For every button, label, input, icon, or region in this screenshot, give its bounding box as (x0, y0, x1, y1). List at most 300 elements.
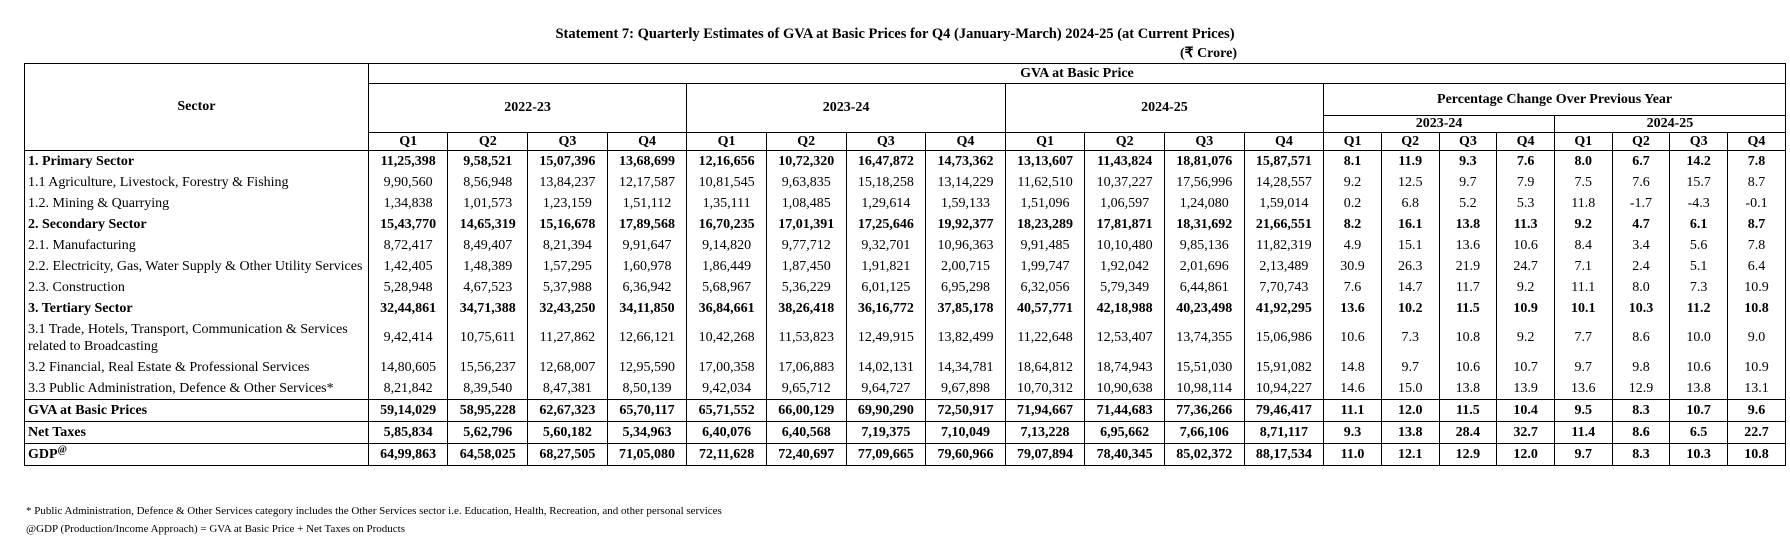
value-cell: 9,64,727 (846, 378, 926, 400)
value-cell: 65,71,552 (687, 400, 767, 422)
pct-group-header: Percentage Change Over Previous Year (1324, 84, 1786, 116)
year-header: 2023-24 (687, 84, 1005, 133)
pct-cell: 11.2 (1670, 298, 1728, 319)
value-cell: 14,34,781 (926, 357, 1006, 378)
sector-cell (25, 214, 369, 235)
value-cell: 9,63,835 (766, 172, 846, 193)
pct-cell: 9.3 (1439, 151, 1497, 173)
value-cell: 13,74,355 (1164, 319, 1244, 357)
quarter-header: Q4 (926, 133, 1006, 151)
sector-cell (25, 319, 369, 357)
value-cell: 66,00,129 (766, 400, 846, 422)
value-cell: 36,84,661 (687, 298, 767, 319)
value-cell: 9,42,034 (687, 378, 767, 400)
pct-cell: 15.1 (1381, 235, 1439, 256)
sector-cell (25, 378, 369, 400)
value-cell: 7,70,743 (1244, 277, 1324, 298)
value-cell: 12,16,656 (687, 151, 767, 173)
pct-cell: 9.7 (1554, 357, 1612, 378)
pct-cell: 9.5 (1554, 400, 1612, 422)
pct-cell: 12.9 (1439, 444, 1497, 466)
value-cell: 4,67,523 (448, 277, 528, 298)
value-cell: 17,25,646 (846, 214, 926, 235)
total-row (25, 444, 1786, 466)
pct-cell: 6.8 (1381, 193, 1439, 214)
value-cell: 6,95,298 (926, 277, 1006, 298)
pct-cell: 10.1 (1554, 298, 1612, 319)
value-cell: 42,18,988 (1085, 298, 1165, 319)
pct-cell: 9.2 (1324, 172, 1382, 193)
value-cell: 7,10,049 (926, 422, 1006, 444)
value-cell: 6,44,861 (1164, 277, 1244, 298)
value-cell: 14,80,605 (368, 357, 448, 378)
value-cell: 14,65,319 (448, 214, 528, 235)
pct-cell: 9.2 (1497, 319, 1555, 357)
value-cell: 15,56,237 (448, 357, 528, 378)
value-cell: 7,13,228 (1005, 422, 1085, 444)
sector-label: 1.2. Mining & Quarrying (28, 196, 170, 211)
value-cell: 9,58,521 (448, 151, 528, 173)
pct-cell: 14.6 (1324, 378, 1382, 400)
value-cell: 8,21,394 (528, 235, 608, 256)
value-cell: 9,77,712 (766, 235, 846, 256)
sector-cell (25, 357, 369, 378)
pct-cell: 21.9 (1439, 256, 1497, 277)
value-cell: 6,95,662 (1085, 422, 1165, 444)
pct-cell: 13.6 (1439, 235, 1497, 256)
pct-cell: 6.4 (1728, 256, 1786, 277)
pct-cell: 11.9 (1381, 151, 1439, 173)
sector-cell (25, 172, 369, 193)
value-cell: 72,11,628 (687, 444, 767, 466)
value-cell: 36,16,772 (846, 298, 926, 319)
pct-cell: 13.6 (1324, 298, 1382, 319)
pct-cell: 13.8 (1439, 378, 1497, 400)
value-cell: 9,90,560 (368, 172, 448, 193)
total-row (25, 422, 1786, 444)
value-cell: 65,70,117 (607, 400, 687, 422)
pct-cell: 7.8 (1728, 235, 1786, 256)
pct-cell: 10.6 (1497, 235, 1555, 256)
quarter-header: Q1 (1005, 133, 1085, 151)
value-cell: 12,66,121 (607, 319, 687, 357)
value-cell: 18,74,943 (1085, 357, 1165, 378)
value-cell: 32,44,861 (368, 298, 448, 319)
pct-cell: 10.3 (1612, 298, 1670, 319)
value-cell: 10,42,268 (687, 319, 767, 357)
value-cell: 12,68,007 (528, 357, 608, 378)
pct-cell: 10.7 (1670, 400, 1728, 422)
value-cell: 1,29,614 (846, 193, 926, 214)
value-cell: 17,89,568 (607, 214, 687, 235)
pct-cell: 7.6 (1497, 151, 1555, 173)
sector-label: 2.3. Construction (28, 280, 125, 295)
pct-cell: 9.0 (1728, 319, 1786, 357)
value-cell: 71,94,667 (1005, 400, 1085, 422)
value-cell: 1,35,111 (687, 193, 767, 214)
value-cell: 41,92,295 (1244, 298, 1324, 319)
pct-cell: 13.8 (1439, 214, 1497, 235)
pct-cell: 14.7 (1381, 277, 1439, 298)
value-cell: 1,51,112 (607, 193, 687, 214)
pct-cell: 8.7 (1728, 214, 1786, 235)
sector-label: 3.2 Financial, Real Estate & Professional Services (28, 360, 310, 375)
pct-cell: 8.0 (1554, 151, 1612, 173)
value-cell: 1,99,747 (1005, 256, 1085, 277)
value-cell: 10,96,363 (926, 235, 1006, 256)
sector-cell (25, 256, 369, 277)
pct-cell: 7.6 (1612, 172, 1670, 193)
sector-cell (25, 277, 369, 298)
value-cell: 37,85,178 (926, 298, 1006, 319)
value-cell: 21,66,551 (1244, 214, 1324, 235)
table-row (25, 256, 1786, 277)
value-cell: 12,49,915 (846, 319, 926, 357)
value-cell: 1,42,405 (368, 256, 448, 277)
value-cell: 2,01,696 (1164, 256, 1244, 277)
value-cell: 5,68,967 (687, 277, 767, 298)
value-cell: 8,49,407 (448, 235, 528, 256)
value-cell: 14,02,131 (846, 357, 926, 378)
quarter-header: Q2 (448, 133, 528, 151)
pct-cell: 9.7 (1381, 357, 1439, 378)
pct-cell: 16.1 (1381, 214, 1439, 235)
pct-cell: 6.7 (1612, 151, 1670, 173)
pct-cell: 8.6 (1612, 422, 1670, 444)
value-cell: 6,40,076 (687, 422, 767, 444)
value-cell: 68,27,505 (528, 444, 608, 466)
value-cell: 58,95,228 (448, 400, 528, 422)
pct-cell: 9.2 (1554, 214, 1612, 235)
sector-label: 2. Secondary Sector (28, 217, 147, 232)
value-cell: 8,56,948 (448, 172, 528, 193)
pct-cell: 9.8 (1612, 357, 1670, 378)
pct-cell: 14.2 (1670, 151, 1728, 173)
pct-cell: 12.9 (1612, 378, 1670, 400)
pct-cell: 12.5 (1381, 172, 1439, 193)
value-cell: 1,23,159 (528, 193, 608, 214)
value-cell: 71,05,080 (607, 444, 687, 466)
pct-cell: 6.1 (1670, 214, 1728, 235)
value-cell: 14,28,557 (1244, 172, 1324, 193)
quarter-header: Q4 (1244, 133, 1324, 151)
quarter-header: Q2 (1381, 133, 1439, 151)
pct-cell: 8.4 (1554, 235, 1612, 256)
year-header: 2022-23 (368, 84, 686, 133)
pct-cell: 15.7 (1670, 172, 1728, 193)
pct-cell: 11.5 (1439, 298, 1497, 319)
value-cell: 12,53,407 (1085, 319, 1165, 357)
value-cell: 71,44,683 (1085, 400, 1165, 422)
pct-cell: 5.6 (1670, 235, 1728, 256)
quarter-header: Q2 (1612, 133, 1670, 151)
value-cell: 79,60,966 (926, 444, 1006, 466)
value-cell: 1,08,485 (766, 193, 846, 214)
sector-label: 1. Primary Sector (28, 154, 135, 169)
table-row (25, 378, 1786, 400)
value-cell: 15,06,986 (1244, 319, 1324, 357)
value-cell: 15,18,258 (846, 172, 926, 193)
year-header: 2024-25 (1005, 84, 1323, 133)
value-cell: 72,40,697 (766, 444, 846, 466)
pct-cell: 10.9 (1728, 357, 1786, 378)
value-cell: 16,47,872 (846, 151, 926, 173)
table-row (25, 172, 1786, 193)
pct-cell: 0.2 (1324, 193, 1382, 214)
value-cell: 15,16,678 (528, 214, 608, 235)
value-cell: 10,75,611 (448, 319, 528, 357)
value-cell: 6,36,942 (607, 277, 687, 298)
value-cell: 59,14,029 (368, 400, 448, 422)
value-cell: 2,00,715 (926, 256, 1006, 277)
value-cell: 9,14,820 (687, 235, 767, 256)
table-row (25, 193, 1786, 214)
sector-label: 2.2. Electricity, Gas, Water Supply & Other Utility Services (28, 259, 363, 274)
pct-cell: 10.9 (1497, 298, 1555, 319)
quarter-header: Q3 (528, 133, 608, 151)
quarter-header: Q1 (368, 133, 448, 151)
sector-cell (25, 400, 369, 422)
pct-cell: 10.8 (1728, 444, 1786, 466)
table-row (25, 277, 1786, 298)
value-cell: 5,60,182 (528, 422, 608, 444)
value-cell: 1,34,838 (368, 193, 448, 214)
value-cell: 40,23,498 (1164, 298, 1244, 319)
value-cell: 17,01,391 (766, 214, 846, 235)
value-cell: 10,37,227 (1085, 172, 1165, 193)
total-row (25, 400, 1786, 422)
pct-cell: 12.0 (1381, 400, 1439, 422)
value-cell: 1,48,389 (448, 256, 528, 277)
quarter-header: Q4 (1728, 133, 1786, 151)
value-cell: 34,11,850 (607, 298, 687, 319)
value-cell: 10,72,320 (766, 151, 846, 173)
value-cell: 13,13,607 (1005, 151, 1085, 173)
pct-cell: -1.7 (1612, 193, 1670, 214)
value-cell: 19,92,377 (926, 214, 1006, 235)
pct-cell: 11.4 (1554, 422, 1612, 444)
value-cell: 2,13,489 (1244, 256, 1324, 277)
footnote-gdp: @GDP (Production/Income Approach) = GVA at Basic Price + Net Taxes on Products (26, 523, 406, 535)
pct-cell: 11.3 (1497, 214, 1555, 235)
pct-cell: 8.1 (1324, 151, 1382, 173)
value-cell: 72,50,917 (926, 400, 1006, 422)
pct-cell: 11.1 (1554, 277, 1612, 298)
value-cell: 8,71,117 (1244, 422, 1324, 444)
pct-cell: 13.6 (1554, 378, 1612, 400)
sector-cell (25, 444, 369, 466)
value-cell: 8,39,540 (448, 378, 528, 400)
sector-label: Net Taxes (28, 425, 86, 440)
pct-cell: 10.4 (1497, 400, 1555, 422)
pct-cell: 26.3 (1381, 256, 1439, 277)
value-cell: 11,82,319 (1244, 235, 1324, 256)
value-cell: 79,07,894 (1005, 444, 1085, 466)
pct-cell: 13.8 (1381, 422, 1439, 444)
value-cell: 9,91,647 (607, 235, 687, 256)
pct-cell: 9.7 (1439, 172, 1497, 193)
sector-label: 3. Tertiary Sector (28, 301, 133, 316)
value-cell: 7,19,375 (846, 422, 926, 444)
value-cell: 18,31,692 (1164, 214, 1244, 235)
value-cell: 11,43,824 (1085, 151, 1165, 173)
value-cell: 1,87,450 (766, 256, 846, 277)
pct-cell: 7.9 (1497, 172, 1555, 193)
value-cell: 17,81,871 (1085, 214, 1165, 235)
pct-cell: 8.0 (1612, 277, 1670, 298)
pct-cell: 9.7 (1554, 444, 1612, 466)
sector-label: 3.1 Trade, Hotels, Transport, Communication & Services related to Broadcasting (28, 322, 348, 354)
value-cell: 15,43,770 (368, 214, 448, 235)
value-cell: 78,40,345 (1085, 444, 1165, 466)
value-cell: 16,70,235 (687, 214, 767, 235)
quarter-header: Q1 (1324, 133, 1382, 151)
pct-cell: 11.7 (1439, 277, 1497, 298)
pct-cell: 10.6 (1670, 357, 1728, 378)
sector-cell (25, 193, 369, 214)
value-cell: 10,94,227 (1244, 378, 1324, 400)
value-cell: 11,62,510 (1005, 172, 1085, 193)
pct-cell: 2.4 (1612, 256, 1670, 277)
sector-cell (25, 298, 369, 319)
value-cell: 8,72,417 (368, 235, 448, 256)
quarter-header: Q3 (846, 133, 926, 151)
pct-cell: 5.1 (1670, 256, 1728, 277)
quarter-header: Q4 (1497, 133, 1555, 151)
pct-cell: 10.0 (1670, 319, 1728, 357)
value-cell: 5,79,349 (1085, 277, 1165, 298)
quarter-header: Q2 (1085, 133, 1165, 151)
quarter-header: Q4 (607, 133, 687, 151)
value-cell: 8,47,381 (528, 378, 608, 400)
value-cell: 13,68,699 (607, 151, 687, 173)
pct-cell: 13.8 (1670, 378, 1728, 400)
value-cell: 17,56,996 (1164, 172, 1244, 193)
pct-cell: 15.0 (1381, 378, 1439, 400)
value-cell: 8,21,842 (368, 378, 448, 400)
value-cell: 1,24,080 (1164, 193, 1244, 214)
value-cell: 5,34,963 (607, 422, 687, 444)
pct-cell: 11.5 (1439, 400, 1497, 422)
value-cell: 15,87,571 (1244, 151, 1324, 173)
pct-cell: 9.2 (1497, 277, 1555, 298)
value-cell: 1,60,978 (607, 256, 687, 277)
pct-cell: 13.1 (1728, 378, 1786, 400)
table-row (25, 357, 1786, 378)
value-cell: 1,91,821 (846, 256, 926, 277)
pct-cell: 5.2 (1439, 193, 1497, 214)
value-cell: 62,67,323 (528, 400, 608, 422)
value-cell: 1,59,133 (926, 193, 1006, 214)
value-cell: 5,36,229 (766, 277, 846, 298)
value-cell: 5,85,834 (368, 422, 448, 444)
value-cell: 11,53,823 (766, 319, 846, 357)
value-cell: 9,42,414 (368, 319, 448, 357)
pct-cell: 3.4 (1612, 235, 1670, 256)
value-cell: 9,67,898 (926, 378, 1006, 400)
pct-year-header: 2023-24 (1324, 116, 1555, 133)
pct-cell: 8.6 (1612, 319, 1670, 357)
value-cell: 17,00,358 (687, 357, 767, 378)
value-cell: 34,71,388 (448, 298, 528, 319)
value-cell: 6,01,125 (846, 277, 926, 298)
value-cell: 5,62,796 (448, 422, 528, 444)
value-cell: 10,81,545 (687, 172, 767, 193)
value-cell: 9,32,701 (846, 235, 926, 256)
pct-cell: 4.7 (1612, 214, 1670, 235)
pct-cell: 32.7 (1497, 422, 1555, 444)
value-cell: 1,59,014 (1244, 193, 1324, 214)
pct-cell: 11.0 (1324, 444, 1382, 466)
pct-cell: 7.3 (1381, 319, 1439, 357)
table-row (25, 214, 1786, 235)
quarter-header: Q1 (687, 133, 767, 151)
value-cell: 9,85,136 (1164, 235, 1244, 256)
value-cell: 1,06,597 (1085, 193, 1165, 214)
value-cell: 14,73,362 (926, 151, 1006, 173)
pct-cell: 8.3 (1612, 444, 1670, 466)
value-cell: 12,95,590 (607, 357, 687, 378)
value-cell: 13,82,499 (926, 319, 1006, 357)
pct-cell: 10.9 (1728, 277, 1786, 298)
quarter-header: Q3 (1439, 133, 1497, 151)
statement-title: Statement 7: Quarterly Estimates of GVA at Basic Prices for Q4 (January-March) 2024-25 (at Current Prices) (555, 26, 1235, 42)
value-cell: 1,86,449 (687, 256, 767, 277)
value-cell: 1,51,096 (1005, 193, 1085, 214)
pct-cell: 8.7 (1728, 172, 1786, 193)
sector-label: 2.1. Manufacturing (28, 238, 136, 253)
pct-cell: 7.6 (1324, 277, 1382, 298)
sector-cell (25, 151, 369, 173)
pct-cell: 30.9 (1324, 256, 1382, 277)
value-cell: 15,91,082 (1244, 357, 1324, 378)
pct-cell: 7.8 (1728, 151, 1786, 173)
pct-cell: 14.8 (1324, 357, 1382, 378)
pct-cell: 10.6 (1324, 319, 1382, 357)
gva-table (24, 63, 1786, 466)
value-cell: 77,36,266 (1164, 400, 1244, 422)
footnote-public-admin: * Public Administration, Defence & Other Services category includes the Other Services sector i.e. Education, Health, Recreation, and other personal services (26, 505, 722, 517)
value-cell: 5,28,948 (368, 277, 448, 298)
value-cell: 69,90,290 (846, 400, 926, 422)
sector-label: GDP (28, 447, 58, 462)
value-cell: 10,98,114 (1164, 378, 1244, 400)
pct-cell: 10.6 (1439, 357, 1497, 378)
pct-cell: 11.8 (1554, 193, 1612, 214)
quarter-header: Q3 (1670, 133, 1728, 151)
gva-group-header: GVA at Basic Price (368, 64, 1785, 84)
value-cell: 11,27,862 (528, 319, 608, 357)
value-cell: 12,17,587 (607, 172, 687, 193)
pct-cell: 10.3 (1670, 444, 1728, 466)
pct-cell: 8.3 (1612, 400, 1670, 422)
value-cell: 88,17,534 (1244, 444, 1324, 466)
value-cell: 10,10,480 (1085, 235, 1165, 256)
pct-year-header: 2024-25 (1554, 116, 1785, 133)
pct-cell: 11.1 (1324, 400, 1382, 422)
value-cell: 15,51,030 (1164, 357, 1244, 378)
value-cell: 15,07,396 (528, 151, 608, 173)
value-cell: 1,92,042 (1085, 256, 1165, 277)
pct-cell: 10.8 (1439, 319, 1497, 357)
sector-label: 3.3 Public Administration, Defence & Other Services* (28, 381, 334, 396)
value-cell: 10,90,638 (1085, 378, 1165, 400)
pct-cell: -4.3 (1670, 193, 1728, 214)
pct-cell: 7.1 (1554, 256, 1612, 277)
value-cell: 9,65,712 (766, 378, 846, 400)
pct-cell: -0.1 (1728, 193, 1786, 214)
pct-cell: 9.3 (1324, 422, 1382, 444)
